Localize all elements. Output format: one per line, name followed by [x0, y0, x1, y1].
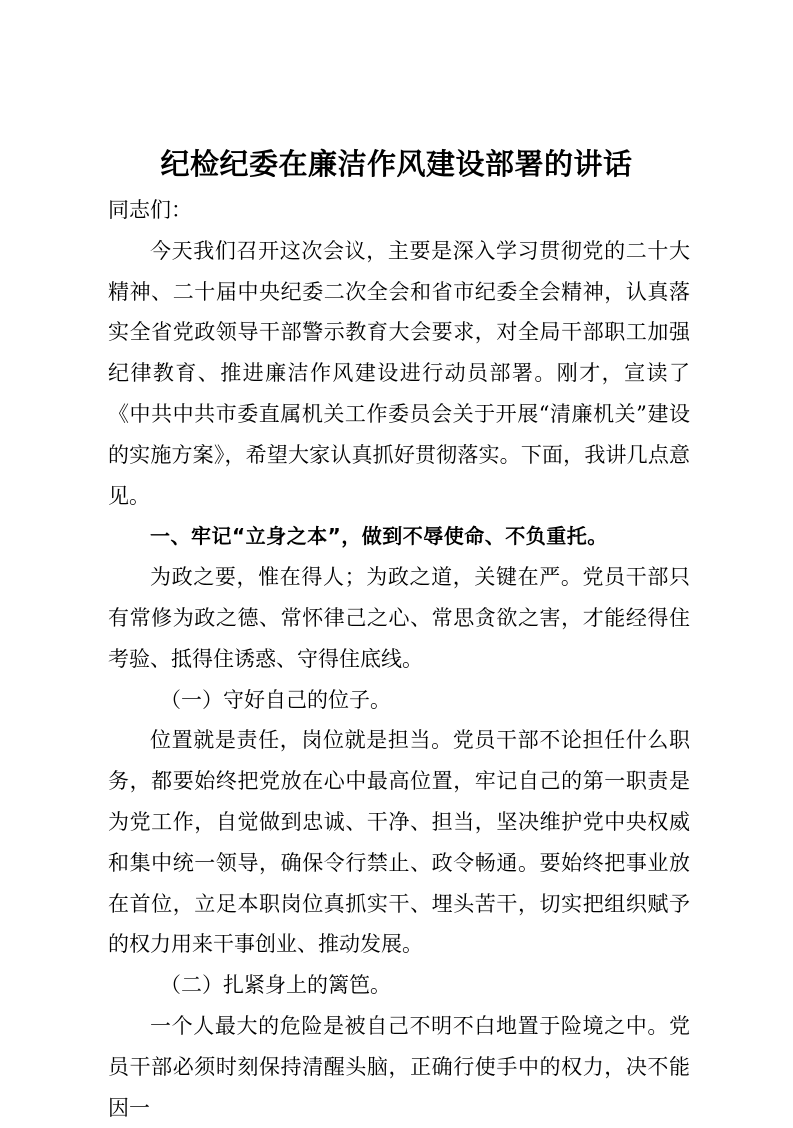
document-title: 纪检纪委在廉洁作风建设部署的讲话	[160, 147, 633, 181]
heading-section-1: 一、牢记“立身之本”，做到不辱使命、不负重托。	[150, 524, 608, 549]
document-body	[108, 190, 690, 1128]
paragraph-subsection-1: 位置就是责任，岗位就是担当。党员干部不论担任什么职务，都要始终把党放在心中最高位置，牢记自己的第一职责是为党工作，自觉做到忠诚、干净、担当，坚决维护党中央权威和集中统一领导，确保令行禁止、政令畅通。要始终把事业放在首位，立足本职岗位真抓实干、埋头苦干，切实把组织赋予的权力用来干事创业、推动发展。	[108, 728, 690, 957]
paragraph-section-1: 为政之要，惟在得人；为政之道，关键在严。党员干部只有常修为政之德、常怀律己之心、常思贪欲之害，才能经得住考验、抵得住诱惑、守得住底线。	[108, 565, 690, 671]
heading-subsection-2: （二）扎紧身上的篱笆。	[160, 973, 391, 998]
salutation: 同志们：	[108, 198, 192, 222]
heading-subsection-1: （一）守好自己的位子。	[160, 687, 391, 712]
paragraph-intro: 今天我们召开这次会议，主要是深入学习贯彻党的二十大精神、二十届中央纪委二次全会和省市纪委全会精神，认真落实全省党政领导干部警示教育大会要求，对全局干部职工加强纪律教育、推进廉洁作风建设进行动员部署。刚才，宣读了《中共中共市委直属机关工作委员会关于开展“清廉机关”建设的实施方案》，希望大家认真抓好贯彻落实。下面，我讲几点意见。	[108, 238, 690, 508]
paragraph-subsection-2: 一个人最大的危险是被自己不明不白地置于险境之中。党员干部必须时刻保持清醒头脑，正确行使手中的权力，决不能因一	[108, 1013, 690, 1120]
